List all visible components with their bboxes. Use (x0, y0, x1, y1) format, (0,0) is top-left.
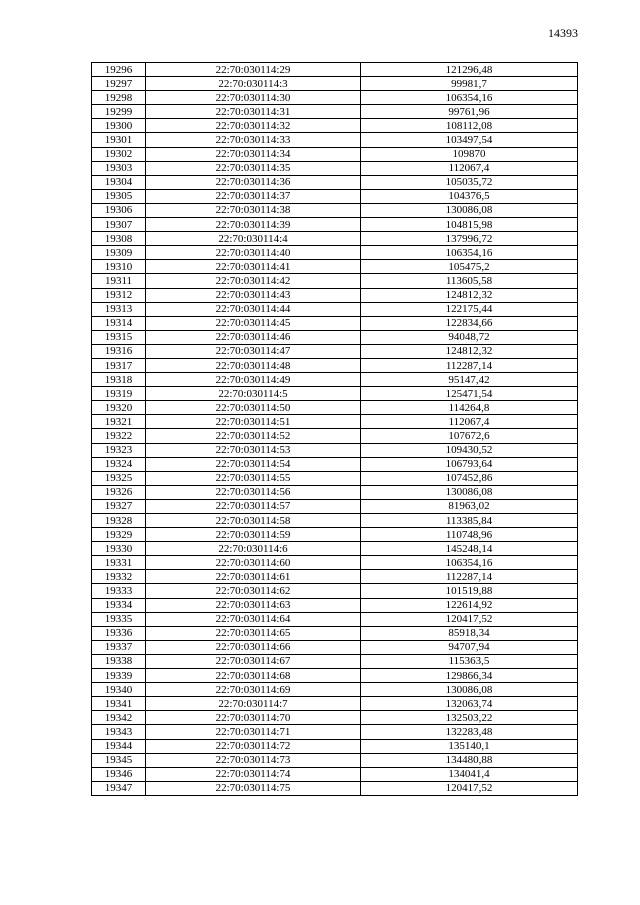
row-number-cell: 19303 (92, 161, 146, 175)
table-row (92, 683, 578, 697)
value-cell: 120417,52 (361, 612, 578, 626)
table-row (92, 415, 578, 429)
value-cell: 108112,08 (361, 119, 578, 133)
row-number-cell: 19323 (92, 443, 146, 457)
value-cell: 113605,58 (361, 274, 578, 288)
row-number-cell: 19309 (92, 246, 146, 260)
row-number-cell: 19296 (92, 63, 146, 77)
row-number-cell: 19321 (92, 415, 146, 429)
value-cell: 106793,64 (361, 457, 578, 471)
table-row (92, 626, 578, 640)
row-number-cell: 19334 (92, 598, 146, 612)
cadastral-number-cell: 22:70:030114:5 (146, 387, 361, 401)
value-cell: 137996,72 (361, 232, 578, 246)
value-cell: 105475,2 (361, 260, 578, 274)
cadastral-number-cell: 22:70:030114:73 (146, 753, 361, 767)
cadastral-number-cell: 22:70:030114:61 (146, 570, 361, 584)
row-number-cell: 19318 (92, 373, 146, 387)
value-cell: 109430,52 (361, 443, 578, 457)
cadastral-number-cell: 22:70:030114:55 (146, 471, 361, 485)
cadastral-number-cell: 22:70:030114:67 (146, 654, 361, 668)
table-row (92, 401, 578, 415)
cadastral-number-cell: 22:70:030114:29 (146, 63, 361, 77)
row-number-cell: 19342 (92, 711, 146, 725)
cadastral-number-cell: 22:70:030114:3 (146, 77, 361, 91)
row-number-cell: 19315 (92, 330, 146, 344)
table-row (92, 358, 578, 372)
row-number-cell: 19335 (92, 612, 146, 626)
row-number-cell: 19322 (92, 429, 146, 443)
table-row (92, 612, 578, 626)
row-number-cell: 19339 (92, 669, 146, 683)
cadastral-number-cell: 22:70:030114:65 (146, 626, 361, 640)
row-number-cell: 19307 (92, 218, 146, 232)
row-number-cell: 19325 (92, 471, 146, 485)
cadastral-number-cell: 22:70:030114:43 (146, 288, 361, 302)
table-row (92, 105, 578, 119)
row-number-cell: 19343 (92, 725, 146, 739)
value-cell: 106354,16 (361, 246, 578, 260)
cadastral-number-cell: 22:70:030114:57 (146, 499, 361, 513)
table-row (92, 514, 578, 528)
table-row (92, 753, 578, 767)
value-cell: 106354,16 (361, 556, 578, 570)
cadastral-number-cell: 22:70:030114:42 (146, 274, 361, 288)
cadastral-number-cell: 22:70:030114:4 (146, 232, 361, 246)
table-row (92, 246, 578, 260)
row-number-cell: 19304 (92, 175, 146, 189)
cadastral-number-cell: 22:70:030114:50 (146, 401, 361, 415)
table-row (92, 584, 578, 598)
cadastral-number-cell: 22:70:030114:51 (146, 415, 361, 429)
row-number-cell: 19330 (92, 542, 146, 556)
value-cell: 134480,88 (361, 753, 578, 767)
value-cell: 112287,14 (361, 358, 578, 372)
cadastral-number-cell: 22:70:030114:53 (146, 443, 361, 457)
value-cell: 99761,96 (361, 105, 578, 119)
row-number-cell: 19314 (92, 316, 146, 330)
value-cell: 124812,32 (361, 288, 578, 302)
row-number-cell: 19317 (92, 358, 146, 372)
row-number-cell: 19300 (92, 119, 146, 133)
cadastral-number-cell: 22:70:030114:52 (146, 429, 361, 443)
table-row (92, 133, 578, 147)
table-row (92, 161, 578, 175)
row-number-cell: 19310 (92, 260, 146, 274)
row-number-cell: 19316 (92, 344, 146, 358)
cadastral-number-cell: 22:70:030114:32 (146, 119, 361, 133)
value-cell: 124812,32 (361, 344, 578, 358)
value-cell: 132063,74 (361, 697, 578, 711)
table-row (92, 598, 578, 612)
cadastral-number-cell: 22:70:030114:64 (146, 612, 361, 626)
row-number-cell: 19311 (92, 274, 146, 288)
row-number-cell: 19320 (92, 401, 146, 415)
table-row (92, 344, 578, 358)
table-row (92, 175, 578, 189)
table-row (92, 274, 578, 288)
cadastral-number-cell: 22:70:030114:54 (146, 457, 361, 471)
cadastral-number-cell: 22:70:030114:63 (146, 598, 361, 612)
table-row (92, 781, 578, 795)
row-number-cell: 19329 (92, 528, 146, 542)
row-number-cell: 19326 (92, 485, 146, 499)
table-row (92, 471, 578, 485)
cadastral-number-cell: 22:70:030114:66 (146, 640, 361, 654)
value-cell: 129866,34 (361, 669, 578, 683)
row-number-cell: 19344 (92, 739, 146, 753)
value-cell: 122175,44 (361, 302, 578, 316)
cadastral-number-cell: 22:70:030114:59 (146, 528, 361, 542)
row-number-cell: 19299 (92, 105, 146, 119)
cadastral-number-cell: 22:70:030114:70 (146, 711, 361, 725)
cadastral-number-cell: 22:70:030114:68 (146, 669, 361, 683)
cadastral-number-cell: 22:70:030114:45 (146, 316, 361, 330)
table-body (92, 63, 578, 796)
value-cell: 81963,02 (361, 499, 578, 513)
cadastral-number-cell: 22:70:030114:47 (146, 344, 361, 358)
cadastral-number-cell: 22:70:030114:41 (146, 260, 361, 274)
value-cell: 120417,52 (361, 781, 578, 795)
table-row (92, 189, 578, 203)
value-cell: 85918,34 (361, 626, 578, 640)
cadastral-number-cell: 22:70:030114:49 (146, 373, 361, 387)
row-number-cell: 19346 (92, 767, 146, 781)
cadastral-number-cell: 22:70:030114:74 (146, 767, 361, 781)
value-cell: 145248,14 (361, 542, 578, 556)
table-row (92, 457, 578, 471)
table-row (92, 316, 578, 330)
row-number-cell: 19331 (92, 556, 146, 570)
value-cell: 106354,16 (361, 91, 578, 105)
value-cell: 112067,4 (361, 415, 578, 429)
cadastral-number-cell: 22:70:030114:6 (146, 542, 361, 556)
table-row (92, 767, 578, 781)
cadastral-number-cell: 22:70:030114:44 (146, 302, 361, 316)
cadastral-number-cell: 22:70:030114:38 (146, 203, 361, 217)
value-cell: 130086,08 (361, 485, 578, 499)
value-cell: 122614,92 (361, 598, 578, 612)
cadastral-number-cell: 22:70:030114:40 (146, 246, 361, 260)
table-row (92, 288, 578, 302)
cadastral-number-cell: 22:70:030114:33 (146, 133, 361, 147)
value-cell: 115363,5 (361, 654, 578, 668)
cadastral-number-cell: 22:70:030114:39 (146, 218, 361, 232)
cadastral-number-cell: 22:70:030114:30 (146, 91, 361, 105)
value-cell: 135140,1 (361, 739, 578, 753)
cadastral-number-cell: 22:70:030114:62 (146, 584, 361, 598)
row-number-cell: 19338 (92, 654, 146, 668)
value-cell: 132503,22 (361, 711, 578, 725)
row-number-cell: 19328 (92, 514, 146, 528)
cadastral-number-cell: 22:70:030114:48 (146, 358, 361, 372)
row-number-cell: 19337 (92, 640, 146, 654)
row-number-cell: 19301 (92, 133, 146, 147)
value-cell: 95147,42 (361, 373, 578, 387)
table-row (92, 654, 578, 668)
table-row (92, 373, 578, 387)
value-cell: 103497,54 (361, 133, 578, 147)
table-row (92, 669, 578, 683)
value-cell: 112287,14 (361, 570, 578, 584)
table-row (92, 485, 578, 499)
row-number-cell: 19347 (92, 781, 146, 795)
row-number-cell: 19302 (92, 147, 146, 161)
value-cell: 130086,08 (361, 683, 578, 697)
value-cell: 110748,96 (361, 528, 578, 542)
value-cell: 105035,72 (361, 175, 578, 189)
table-row (92, 711, 578, 725)
row-number-cell: 19336 (92, 626, 146, 640)
cadastral-number-cell: 22:70:030114:69 (146, 683, 361, 697)
row-number-cell: 19308 (92, 232, 146, 246)
table-row (92, 387, 578, 401)
row-number-cell: 19324 (92, 457, 146, 471)
value-cell: 107672,6 (361, 429, 578, 443)
row-number-cell: 19306 (92, 203, 146, 217)
row-number-cell: 19319 (92, 387, 146, 401)
value-cell: 125471,54 (361, 387, 578, 401)
row-number-cell: 19312 (92, 288, 146, 302)
row-number-cell: 19313 (92, 302, 146, 316)
row-number-cell: 19305 (92, 189, 146, 203)
cadastral-value-table (91, 62, 578, 796)
value-cell: 132283,48 (361, 725, 578, 739)
value-cell: 104815,98 (361, 218, 578, 232)
row-number-cell: 19333 (92, 584, 146, 598)
row-number-cell: 19341 (92, 697, 146, 711)
value-cell: 109870 (361, 147, 578, 161)
value-cell: 121296,48 (361, 63, 578, 77)
row-number-cell: 19297 (92, 77, 146, 91)
table-row (92, 91, 578, 105)
table-row (92, 499, 578, 513)
cadastral-number-cell: 22:70:030114:35 (146, 161, 361, 175)
value-cell: 99981,7 (361, 77, 578, 91)
table-row (92, 147, 578, 161)
table-row (92, 203, 578, 217)
value-cell: 114264,8 (361, 401, 578, 415)
row-number-cell: 19332 (92, 570, 146, 584)
cadastral-number-cell: 22:70:030114:36 (146, 175, 361, 189)
value-cell: 113385,84 (361, 514, 578, 528)
cadastral-number-cell: 22:70:030114:60 (146, 556, 361, 570)
page-number: 14393 (548, 26, 578, 40)
row-number-cell: 19298 (92, 91, 146, 105)
value-cell: 101519,88 (361, 584, 578, 598)
value-cell: 107452,86 (361, 471, 578, 485)
table-row (92, 570, 578, 584)
cadastral-number-cell: 22:70:030114:56 (146, 485, 361, 499)
row-number-cell: 19340 (92, 683, 146, 697)
table-row (92, 429, 578, 443)
table-row (92, 119, 578, 133)
table-row (92, 528, 578, 542)
table-row (92, 739, 578, 753)
cadastral-number-cell: 22:70:030114:58 (146, 514, 361, 528)
table-row (92, 542, 578, 556)
cadastral-number-cell: 22:70:030114:71 (146, 725, 361, 739)
table-row (92, 443, 578, 457)
row-number-cell: 19327 (92, 499, 146, 513)
value-cell: 104376,5 (361, 189, 578, 203)
table-row (92, 330, 578, 344)
table-row (92, 302, 578, 316)
table-row (92, 77, 578, 91)
cadastral-number-cell: 22:70:030114:37 (146, 189, 361, 203)
table-row (92, 556, 578, 570)
cadastral-number-cell: 22:70:030114:46 (146, 330, 361, 344)
table-row (92, 63, 578, 77)
table-row (92, 260, 578, 274)
cadastral-number-cell: 22:70:030114:31 (146, 105, 361, 119)
table-row (92, 218, 578, 232)
cadastral-number-cell: 22:70:030114:72 (146, 739, 361, 753)
value-cell: 112067,4 (361, 161, 578, 175)
cadastral-number-cell: 22:70:030114:34 (146, 147, 361, 161)
value-cell: 134041,4 (361, 767, 578, 781)
table-row (92, 232, 578, 246)
value-cell: 94707,94 (361, 640, 578, 654)
table-row (92, 640, 578, 654)
value-cell: 130086,08 (361, 203, 578, 217)
value-cell: 94048,72 (361, 330, 578, 344)
table-row (92, 725, 578, 739)
row-number-cell: 19345 (92, 753, 146, 767)
cadastral-number-cell: 22:70:030114:75 (146, 781, 361, 795)
value-cell: 122834,66 (361, 316, 578, 330)
cadastral-number-cell: 22:70:030114:7 (146, 697, 361, 711)
table-row (92, 697, 578, 711)
